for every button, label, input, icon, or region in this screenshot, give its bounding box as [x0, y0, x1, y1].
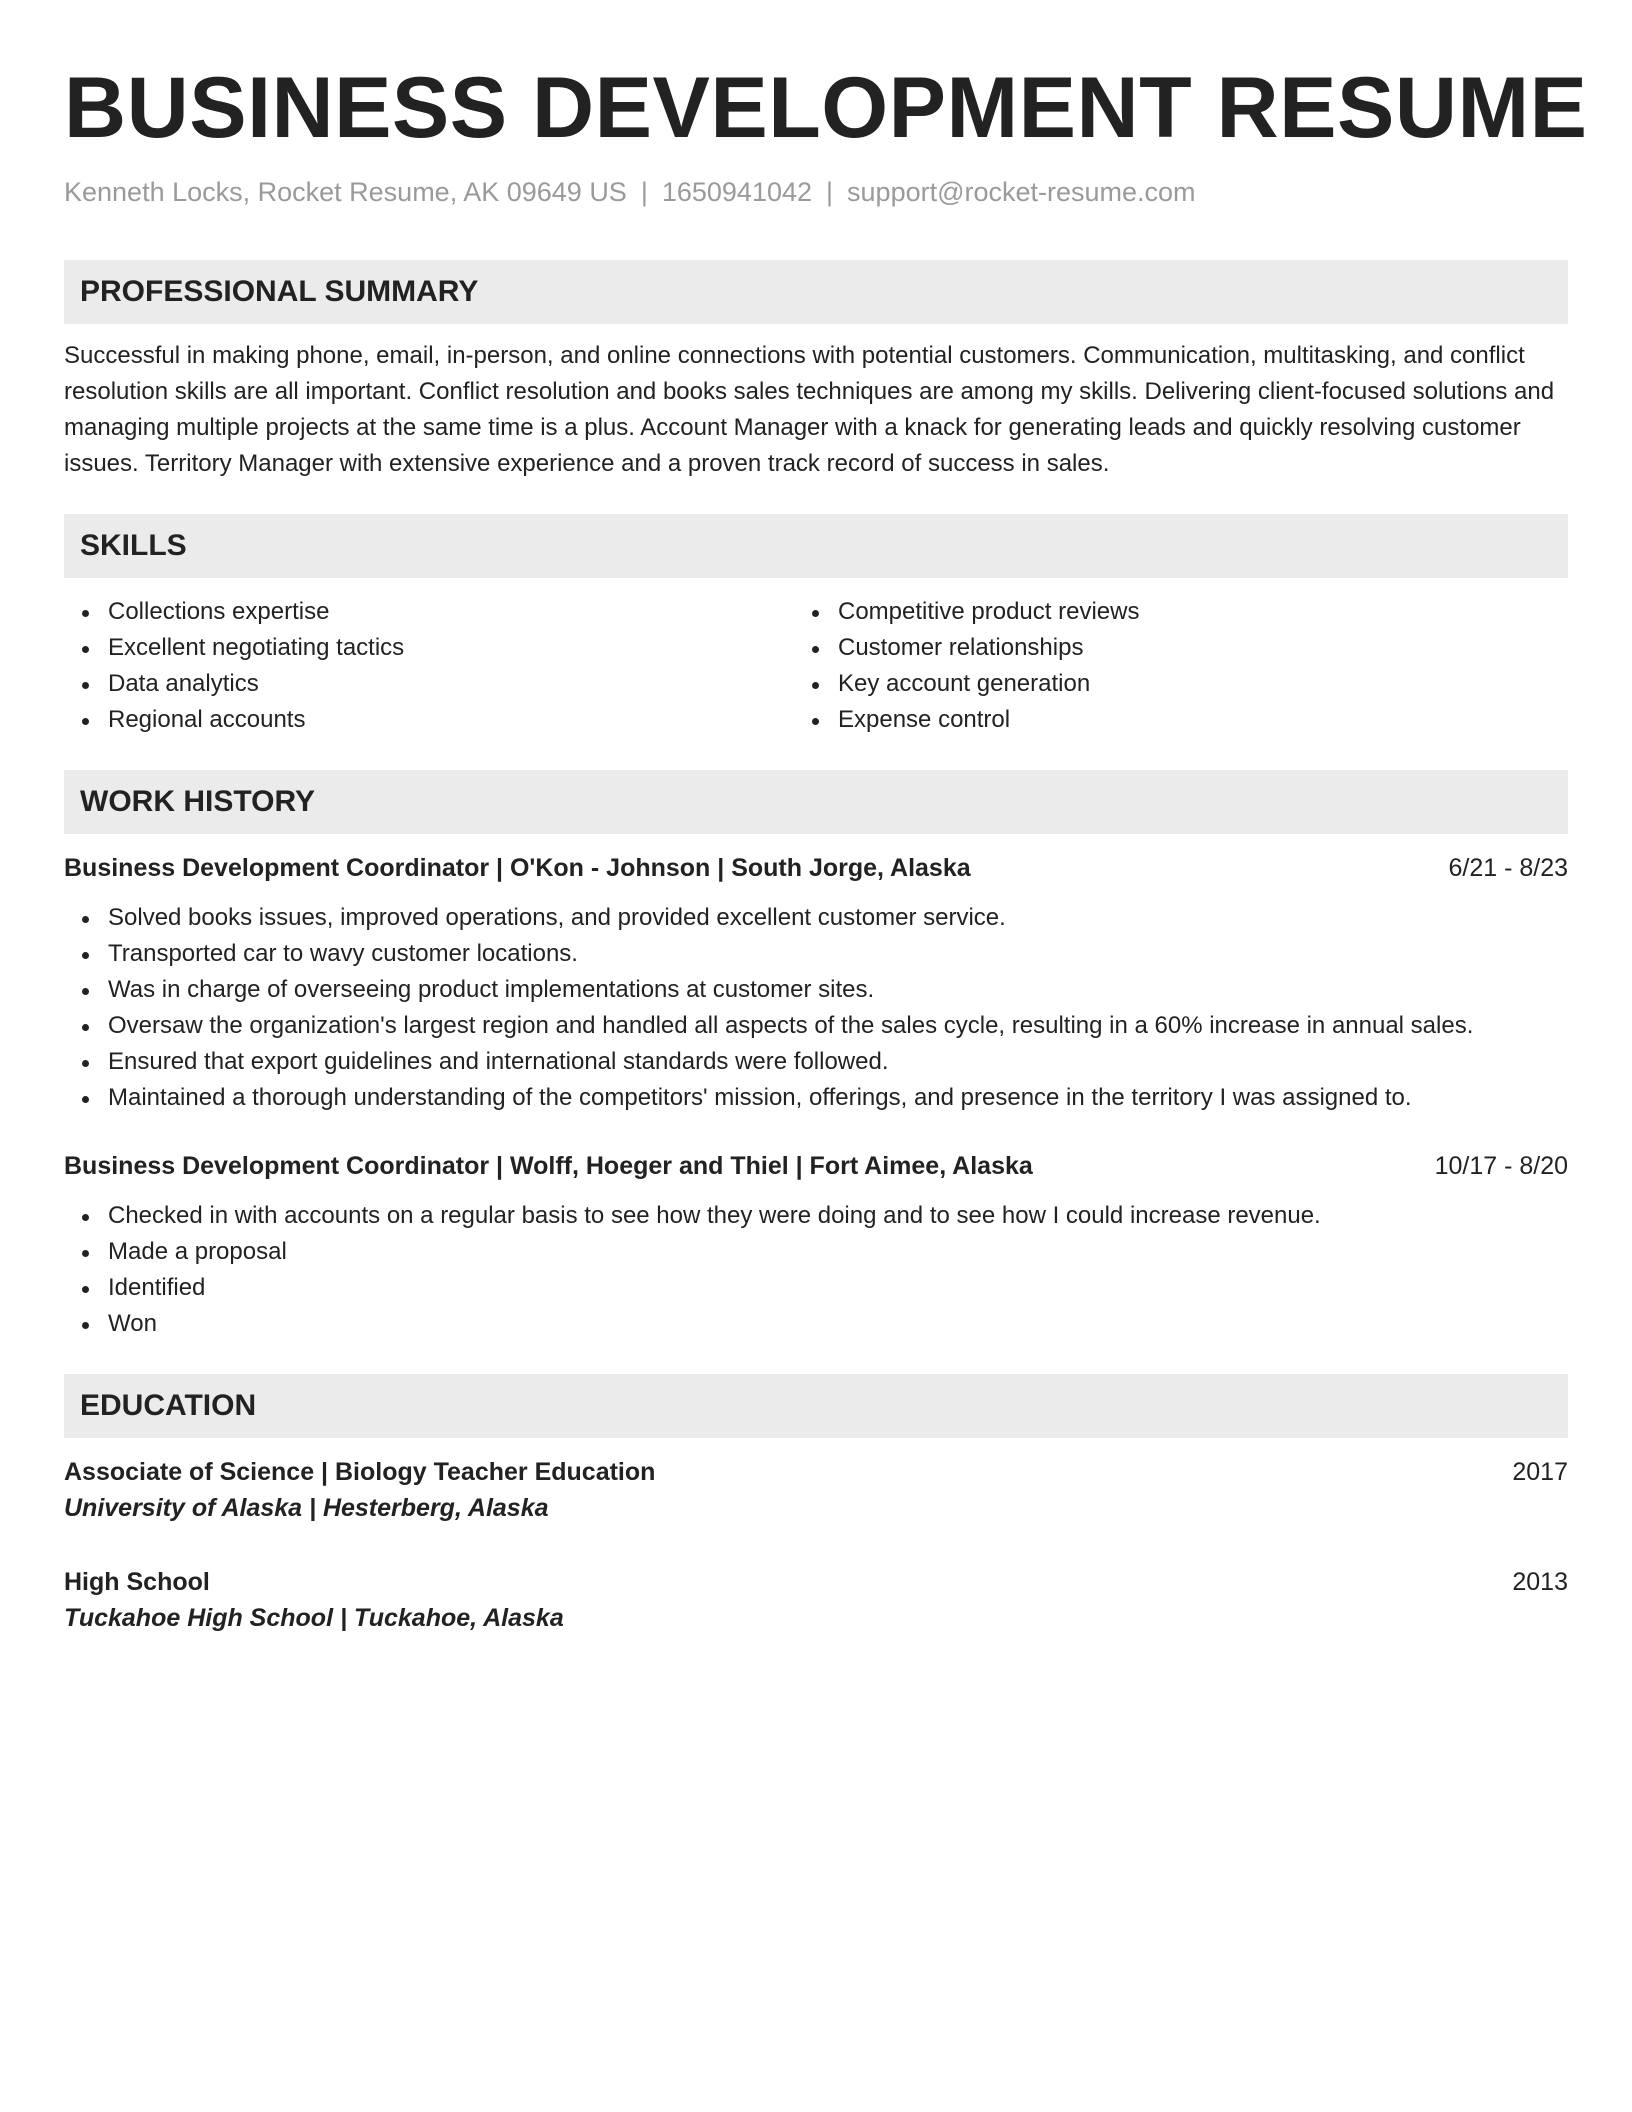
contact-email: support@rocket-resume.com: [847, 177, 1196, 207]
job-bullet: Made a proposal: [108, 1234, 1568, 1270]
job-bullet: Checked in with accounts on a regular basis to see how they were doing and to see how I could increase revenue.: [108, 1198, 1568, 1234]
job-dates: 10/17 - 8/20: [1434, 1152, 1568, 1180]
education-heading: EDUCATION: [80, 1389, 257, 1422]
education-entry: [64, 1454, 1568, 1526]
skill-item: Data analytics: [108, 666, 838, 702]
job-bullet: Solved books issues, improved operations, and provided excellent customer service.: [108, 900, 1568, 936]
work-section-header: [64, 770, 1568, 834]
job-title: Business Development Coordinator | Wolff, Hoeger and Thiel | Fort Aimee, Alaska: [64, 1152, 1033, 1180]
job-bullet: Ensured that export guidelines and international standards were followed.: [108, 1044, 1568, 1080]
skills-column-left: [64, 594, 838, 738]
skill-item: Key account generation: [838, 666, 1568, 702]
summary-section-header: [64, 260, 1568, 324]
summary-text: Successful in making phone, email, in-person, and online connections with potential customers. Communication, multitasking, and conflict resolution skills are all important. Conflict resolution and books sales techniques are among my skills. Delivering client-focused solutions and managing multiple projects at the same time is a plus. Account Manager with a knack for generating leads and quickly resolving customer issues. Territory Manager with extensive experience and a proven track record of success in sales.: [64, 342, 1555, 477]
education-school: University of Alaska | Hesterberg, Alaska: [64, 1494, 549, 1522]
education-year: 2013: [1512, 1568, 1568, 1596]
education-section-header: [64, 1374, 1568, 1438]
education-header: [64, 1454, 1568, 1490]
job-bullet: Identified: [108, 1270, 1568, 1306]
summary-heading: PROFESSIONAL SUMMARY: [80, 275, 479, 308]
job-header: [64, 1148, 1568, 1184]
skill-item: Competitive product reviews: [838, 594, 1568, 630]
skill-item: Regional accounts: [108, 702, 838, 738]
job-bullet: Won: [108, 1306, 1568, 1342]
contact-line: [64, 174, 1568, 210]
education-entry: [64, 1564, 1568, 1636]
skills-section-header: [64, 514, 1568, 578]
skill-item: Expense control: [838, 702, 1568, 738]
job-bullet: Oversaw the organization's largest region and handled all aspects of the sales cycle, resulting in a 60% increase in annual sales.: [108, 1008, 1568, 1044]
job-bullet: Maintained a thorough understanding of the competitors' mission, offerings, and presence in the territory I was assigned to.: [108, 1080, 1568, 1116]
job-entry: [64, 850, 1568, 1116]
work-heading: WORK HISTORY: [80, 785, 316, 818]
contact-phone: 1650941042: [661, 177, 813, 207]
skill-item: Collections expertise: [108, 594, 838, 630]
resume-page: [64, 0, 1588, 1636]
education-header: [64, 1564, 1568, 1600]
job-bullets: [64, 900, 1568, 1116]
job-entry: [64, 1148, 1568, 1342]
contact-separator: |: [826, 177, 834, 207]
skill-item: Excellent negotiating tactics: [108, 630, 838, 666]
job-title: Business Development Coordinator | O'Kon - Johnson | South Jorge, Alaska: [64, 854, 971, 882]
job-dates: 6/21 - 8/23: [1448, 854, 1568, 882]
skills-heading: SKILLS: [80, 529, 187, 562]
education-school: Tuckahoe High School | Tuckahoe, Alaska: [64, 1604, 564, 1632]
job-bullet: Was in charge of overseeing product implementations at customer sites.: [108, 972, 1568, 1008]
skill-item: Customer relationships: [838, 630, 1568, 666]
contact-separator: |: [640, 177, 648, 207]
job-bullets: [64, 1198, 1568, 1342]
job-header: [64, 850, 1568, 886]
education-degree: High School: [64, 1568, 210, 1596]
contact-address: Kenneth Locks, Rocket Resume, AK 09649 US: [64, 177, 627, 207]
education-degree: Associate of Science | Biology Teacher Education: [64, 1458, 656, 1486]
skills-list: [64, 594, 1568, 738]
job-bullet: Transported car to wavy customer locations.: [108, 936, 1568, 972]
skills-column-right: [838, 594, 1568, 738]
education-year: 2017: [1512, 1458, 1568, 1486]
resume-title: BUSINESS DEVELOPMENT RESUME: [64, 60, 1588, 156]
